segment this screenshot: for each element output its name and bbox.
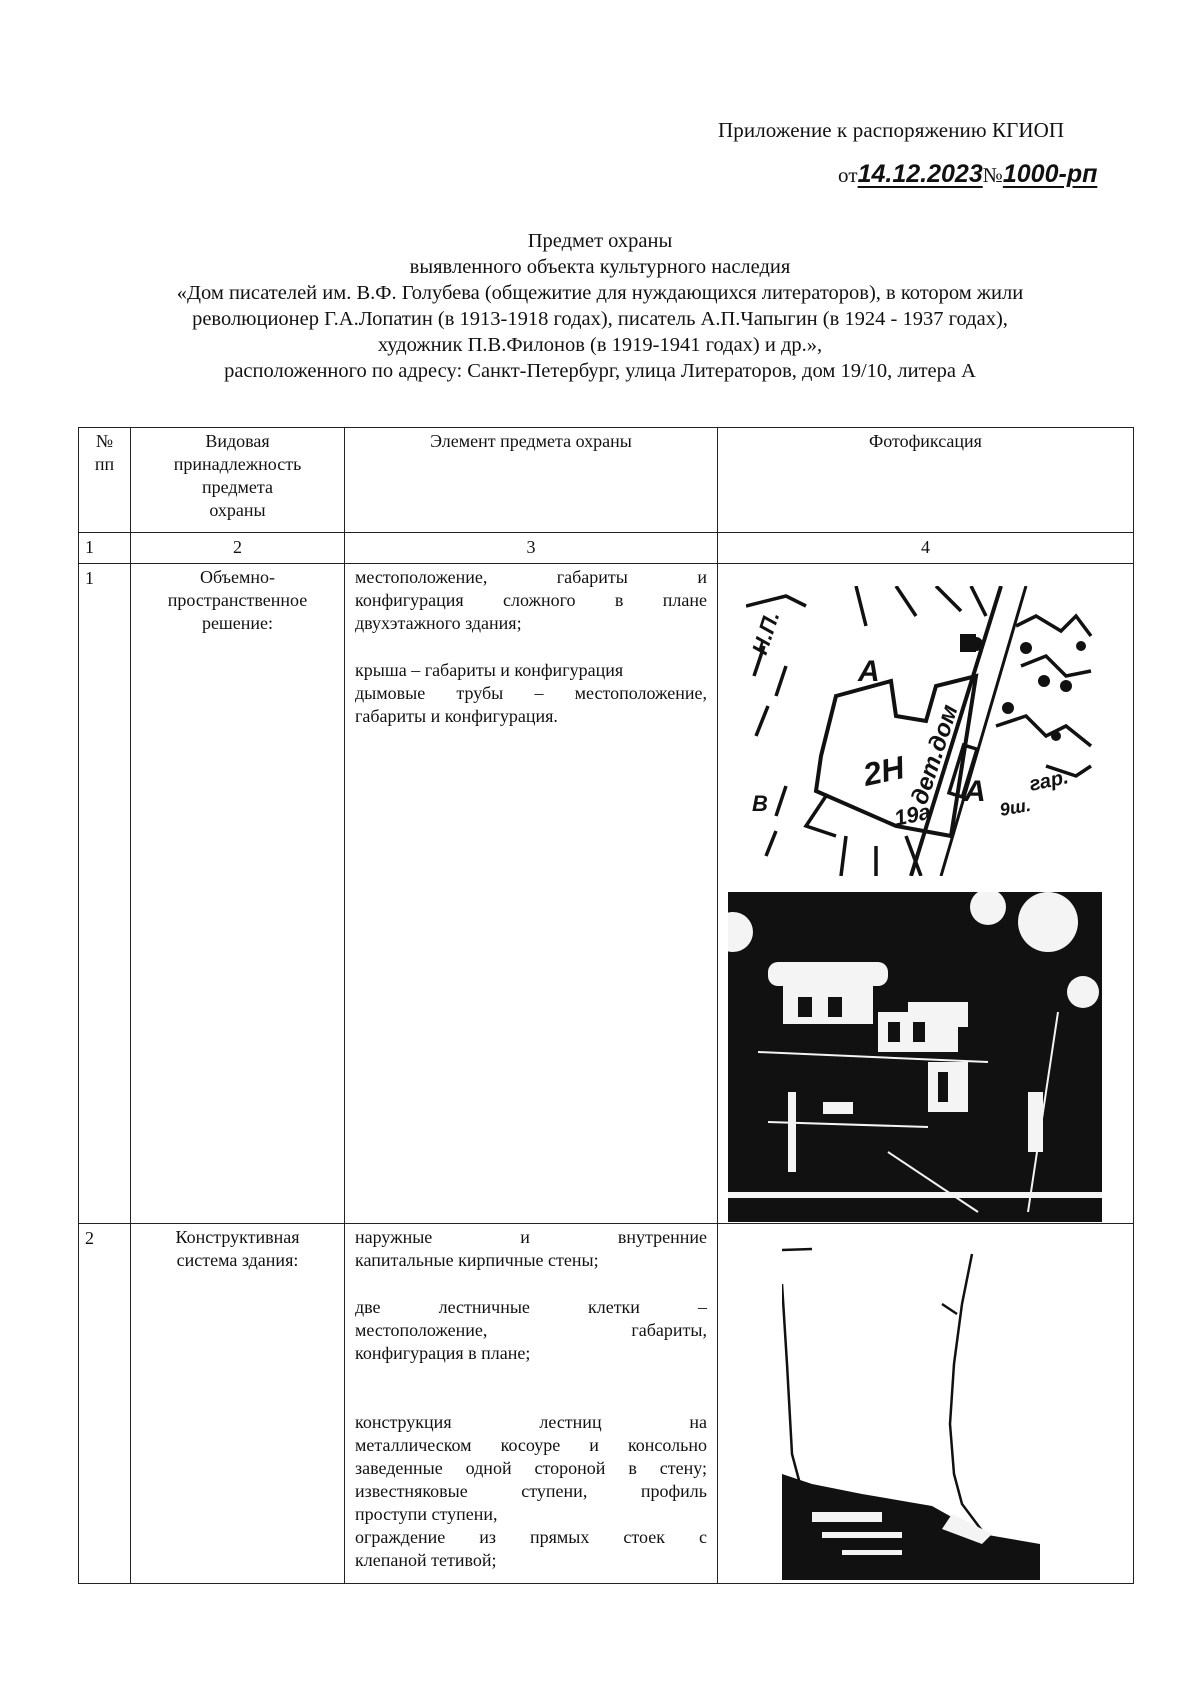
protection-subject-table (78, 427, 1134, 1584)
element-paragraph: две лестничные клетки – местоположение, габариты, конфигурация в плане; (355, 1297, 707, 1363)
row-number: 2 (79, 1224, 131, 1584)
from-label: от (838, 163, 858, 187)
building-photo (728, 892, 1102, 1222)
row-photos (718, 1224, 1134, 1584)
order-date: 14.12.2023 (857, 160, 983, 188)
element-paragraph: крыша – габариты и конфигурация дымовые трубы – местоположение, габариты и конфигурация. (355, 660, 707, 726)
header-no: № пп (79, 428, 131, 533)
title-line: Предмет охраны (527, 230, 673, 252)
order-number: 1000-рп (1002, 160, 1098, 188)
table-row (79, 1224, 1134, 1584)
element-paragraph: наружные и внутренние капитальные кирпичные стены; (355, 1227, 707, 1270)
map-label: 19а (891, 798, 933, 831)
staircase-photo (782, 1244, 1040, 1580)
map-label: дет.дом (906, 701, 964, 808)
site-map-image (746, 586, 1096, 876)
title-line: революционер Г.А.Лопатин (в 1913-1918 годах), писатель А.П.Чапыгин (в 1924 - 1937 годах), (192, 308, 1008, 330)
map-label: В (752, 791, 768, 816)
col-number: 2 (131, 533, 345, 564)
col-number: 4 (718, 533, 1134, 564)
column-number-row (79, 533, 1134, 564)
title-line: художник П.В.Филонов (в 1919-1941 годах) и др.», (377, 334, 823, 356)
table-row (79, 564, 1134, 1224)
title-line: расположенного по адресу: Санкт-Петербург, улица Литераторов, дом 19/10, литера А (224, 360, 976, 382)
row-elements (345, 1224, 718, 1584)
header-photo: Фотофиксация (718, 428, 1134, 533)
title-line: «Дом писателей им. В.Ф. Голубева (общежитие для нуждающихся литераторов), в котором жили (176, 282, 1024, 304)
header-kind: Видовая принадлежность предмета охраны (131, 428, 345, 533)
row-number: 1 (79, 564, 131, 1224)
map-label: А (858, 655, 880, 688)
appendix-title: Приложение к распоряжению КГИОП (718, 118, 1065, 142)
map-label: А (964, 775, 986, 808)
number-label: № (982, 163, 1003, 187)
row-kind: Конструктивная система здания: (131, 1224, 345, 1584)
row-photos (718, 564, 1134, 1224)
map-label: гар. (1027, 766, 1071, 796)
header-element: Элемент предмета охраны (345, 428, 718, 533)
map-label: 2Н (859, 749, 908, 793)
document-title (60, 228, 1140, 384)
map-label: 9ш. (998, 794, 1033, 820)
row-elements (345, 564, 718, 1224)
col-number: 1 (79, 533, 131, 564)
col-number: 3 (345, 533, 718, 564)
title-line: выявленного объекта культурного наследия (409, 256, 791, 278)
map-label: Н.П. (746, 608, 785, 658)
order-reference (838, 160, 1097, 189)
row-kind: Объемно- пространственное решение: (131, 564, 345, 1224)
table-header-row (79, 428, 1134, 533)
element-paragraph: местоположение, габариты и конфигурация сложного в плане двухэтажного здания; (355, 567, 707, 633)
element-paragraph: конструкция лестниц на металлическом косоуре и консольно заведенные одной стороной в стену; известняковые ступени, профиль проступи ступени, ограждение из прямых стоек с клепаной тетивой; (355, 1412, 707, 1570)
